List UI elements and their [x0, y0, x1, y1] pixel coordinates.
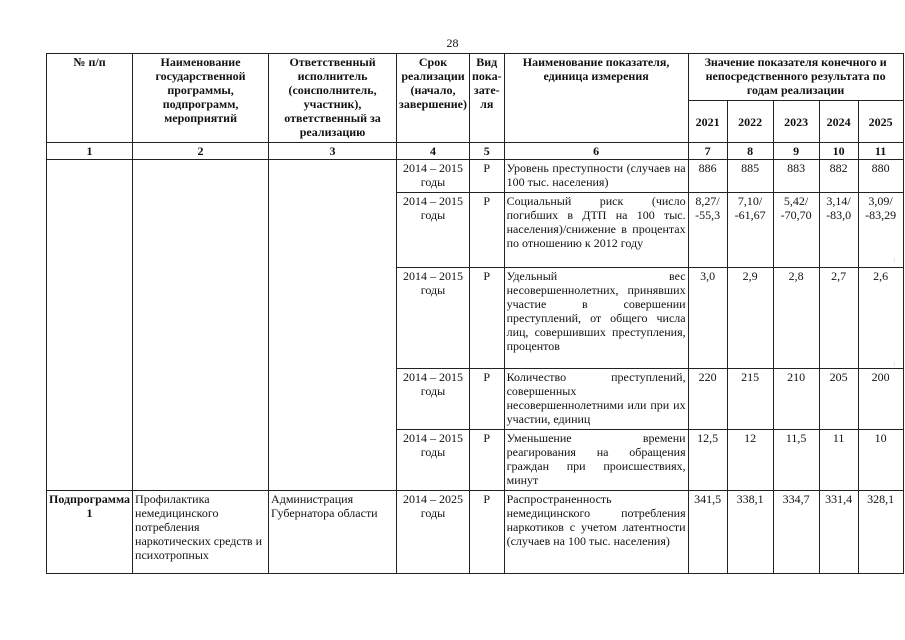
value-cell: 328,1 — [858, 491, 903, 574]
value-cell: 882 — [819, 160, 858, 193]
value-cell: 3,09/ -83,29 — [858, 193, 903, 268]
value-cell: 2,8 — [773, 268, 819, 369]
value-cell: 10 — [858, 430, 903, 491]
value-cell: 3,0 — [688, 268, 727, 369]
header-row — [47, 54, 904, 101]
value-cell: 11 — [819, 430, 858, 491]
year-2021: 2021 — [688, 101, 727, 143]
indicator-name-cell: Уровень преступности (случаев на 100 тыс. населения) — [504, 160, 688, 193]
value-cell: 205 — [819, 369, 858, 430]
subprogram-number: Подпрограмма 1 — [47, 491, 133, 574]
value-cell: 338,1 — [727, 491, 773, 574]
period-cell: 2014 – 2015 годы — [397, 369, 470, 430]
year-2022: 2022 — [727, 101, 773, 143]
indicator-type-cell: Р — [469, 369, 504, 430]
year-2025: 2025 — [858, 101, 903, 143]
column-number: 1 — [47, 143, 133, 160]
value-cell: 883 — [773, 160, 819, 193]
value-cell: 5,42/ -70,70 — [773, 193, 819, 268]
value-cell: 2,7 — [819, 268, 858, 369]
value-cell: 8,27/ -55,3 — [688, 193, 727, 268]
indicator-type-cell: Р — [469, 430, 504, 491]
column-number: 2 — [133, 143, 269, 160]
indicator-table — [46, 53, 904, 574]
header-executor: Ответственный исполнитель (соисполнитель, участник), ответственный за реализацию — [269, 54, 397, 143]
page-number: 28 — [446, 36, 459, 50]
subprogram-row — [47, 491, 904, 574]
column-number: 9 — [773, 143, 819, 160]
value-cell: 12,5 — [688, 430, 727, 491]
column-number: 10 — [819, 143, 858, 160]
column-number: 7 — [688, 143, 727, 160]
value-cell: 885 — [727, 160, 773, 193]
period-cell: 2014 – 2015 годы — [397, 160, 470, 193]
indicator-name-cell: Распространенность немедицинского потребления наркотиков с учетом латентности (случаев на 100 тыс. населения) — [504, 491, 688, 574]
column-number: 4 — [397, 143, 470, 160]
indicator-type-cell: Р — [469, 160, 504, 193]
value-cell: 341,5 — [688, 491, 727, 574]
empty-number-cell — [47, 160, 133, 491]
empty-program-cell — [133, 160, 269, 491]
period-cell: 2014 – 2015 годы — [397, 430, 470, 491]
value-cell: 886 — [688, 160, 727, 193]
indicator-name-cell: Количество преступлений, совершенных несовершеннолетними или при их участии, единиц — [504, 369, 688, 430]
column-number-row — [47, 143, 904, 160]
value-cell: 210 — [773, 369, 819, 430]
value-cell: 2,6 — [858, 268, 903, 369]
value-cell: 12 — [727, 430, 773, 491]
column-number: 5 — [469, 143, 504, 160]
header-values-group: Значение показателя конечного и непосредственного результата по годам реализации — [688, 54, 903, 101]
subprogram-name: Профилактика немедицинского потребления наркотических средств и психотропных — [133, 491, 269, 574]
period-cell: 2014 – 2025 годы — [397, 491, 470, 574]
period-cell: 2014 – 2015 годы — [397, 268, 470, 369]
column-number: 6 — [504, 143, 688, 160]
value-cell: 880 — [858, 160, 903, 193]
header-indicator-name: Наименование показателя, единица измерения — [504, 54, 688, 143]
value-cell: 200 — [858, 369, 903, 430]
value-cell: 334,7 — [773, 491, 819, 574]
indicator-name-cell: Удельный вес несовершеннолетних, принявших участие в совершении преступлений, от общего числа лиц, совершивших преступления, процентов — [504, 268, 688, 369]
column-number: 3 — [269, 143, 397, 160]
value-cell: 11,5 — [773, 430, 819, 491]
table-row — [47, 160, 904, 193]
column-number: 8 — [727, 143, 773, 160]
indicator-type-cell: Р — [469, 193, 504, 268]
period-cell: 2014 – 2015 годы — [397, 193, 470, 268]
indicator-type-cell: Р — [469, 491, 504, 574]
indicator-name-cell: Уменьшение времени реагирования на обращения граждан при происшествиях, минут — [504, 430, 688, 491]
scan-mark: : — [893, 362, 895, 368]
header-indicator-type: Вид пока-зате-ля — [469, 54, 504, 143]
value-cell: 220 — [688, 369, 727, 430]
year-2024: 2024 — [819, 101, 858, 143]
header-number: № п/п — [47, 54, 133, 143]
scan-mark: : — [893, 258, 895, 264]
value-cell: 215 — [727, 369, 773, 430]
header-period: Срок реализации (начало, завершение) — [397, 54, 470, 143]
value-cell: 331,4 — [819, 491, 858, 574]
indicator-name-cell: Социальный риск (число погибших в ДТП на 100 тыс. населения)/снижение в процентах по отношению к 2012 году — [504, 193, 688, 268]
empty-executor-cell — [269, 160, 397, 491]
subprogram-executor: Администрация Губернатора области — [269, 491, 397, 574]
value-cell: 7,10/ -61,67 — [727, 193, 773, 268]
header-program-name: Наименование государственной программы, подпрограмм, мероприятий — [133, 54, 269, 143]
year-2023: 2023 — [773, 101, 819, 143]
value-cell: 2,9 — [727, 268, 773, 369]
column-number: 11 — [858, 143, 903, 160]
value-cell: 3,14/ -83,0 — [819, 193, 858, 268]
indicator-type-cell: Р — [469, 268, 504, 369]
